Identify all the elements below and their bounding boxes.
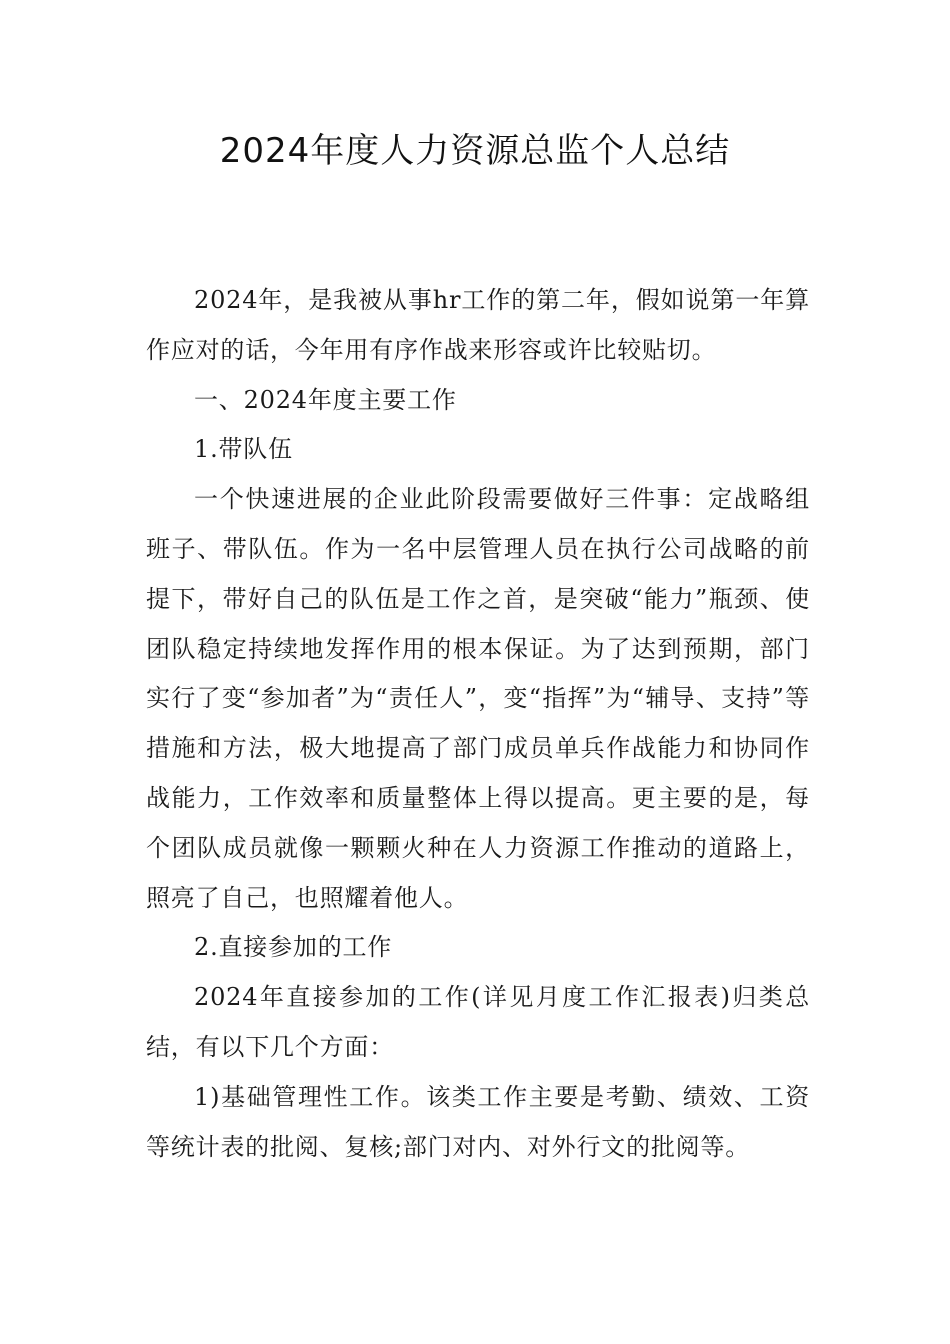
paragraph-intro: 2024年，是我被从事hr工作的第二年，假如说第一年算作应对的话，今年用有序作战来形容或许比较贴切。 <box>146 286 810 364</box>
paragraph-direct-work: 2024年直接参加的工作(详见月度工作汇报表)归类总结，有以下几个方面： <box>146 983 810 1061</box>
paragraph-basic-management: 1)基础管理性工作。该类工作主要是考勤、绩效、工资等统计表的批阅、复核;部门对内、对外行文的批阅等。 <box>146 1082 810 1161</box>
subheading-lead-team: 1.带队伍 <box>194 435 293 464</box>
subheading-direct-work: 2.直接参加的工作 <box>194 933 393 962</box>
section-heading-main-work: 一、2024年度主要工作 <box>194 385 457 414</box>
document-title: 2024年度人力资源总监个人总结 <box>219 131 731 171</box>
paragraph-lead-team: 一个快速进展的企业此阶段需要做好三件事：定战略组班子、带队伍。作为一名中层管理人员在执行公司战略的前提下，带好自己的队伍是工作之首，是突破“能力”瓶颈、使团队稳定持续地发挥作用的根本保证。为了达到预期，部门实行了变“参加者”为“责任人”，变“指挥”为“辅导、支持”等措施和方法，极大地提高了部门成员单兵作战能力和协同作战能力，工作效率和质量整体上得以提高。更主要的是，每个团队成员就像一颗颗火种在人力资源工作推动的道路上，照亮了自己，也照耀着他人。 <box>146 485 810 912</box>
document-body <box>146 276 810 1172</box>
